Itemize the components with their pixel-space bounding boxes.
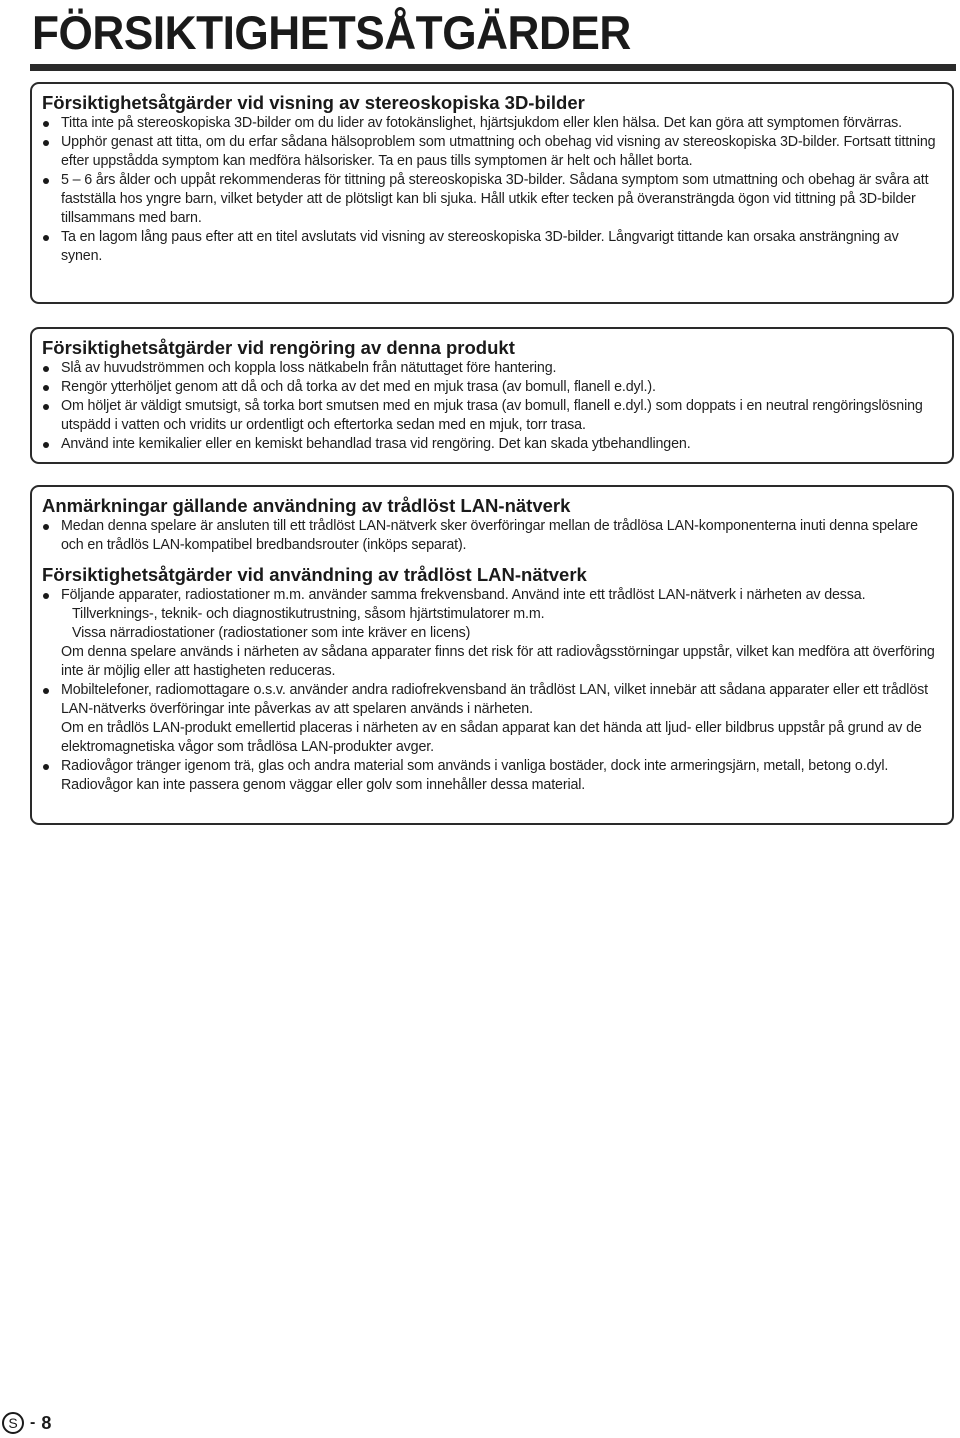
- item-text: Radiovågor tränger igenom trä, glas och andra material som används i vanliga bostäder, dock inte armeringsjärn, metall, betong o.dyl. Radiovågor kan inte passera genom väggar eller golv som innehåller dessa material.: [61, 758, 889, 793]
- item-subline: Vissa närradiostationer (radiostationer som inte kräver en licens): [72, 625, 471, 641]
- bullet-list: [42, 114, 942, 266]
- page-number-value: 8: [41, 1412, 52, 1433]
- section-heading: Anmärkningar gällande användning av trådlöst LAN-nätverk: [42, 495, 571, 516]
- bullet-list: [42, 359, 942, 454]
- bullet-icon: [43, 764, 49, 770]
- title-rule: [30, 64, 956, 71]
- bullet-list: [42, 517, 942, 555]
- list-item: [42, 397, 942, 435]
- list-item: [42, 133, 942, 171]
- list-item: [42, 228, 942, 266]
- section-heading: Försiktighetsåtgärder vid visning av stereoskopiska 3D-bilder: [42, 92, 585, 113]
- item-text: 5 – 6 års ålder och uppåt rekommenderas för tittning på stereoskopiska 3D-bilder. Sådana symptom som utmattning och obehag är svåra att fastställa hos yngre barn, vilket betyder att de plötsligt kan bli sjuka. Håll utkik efter tecken på överansträngda ögon vid tittning på 3D-bilder tillsammans med barn.: [61, 172, 929, 226]
- bullet-icon: [43, 235, 49, 241]
- bullet-icon: [43, 121, 49, 127]
- item-text: Om en trådlös LAN-produkt emellertid placeras i närheten av en sådan apparat kan det hända att ljud- eller bildbrus uppstår på grund av de elektromagnetiska vågor som trådlösa LAN-produkter avger.: [61, 720, 922, 755]
- bullet-list: [42, 586, 942, 795]
- wireless-lan-box: [30, 485, 954, 825]
- item-subline: Tillverknings-, teknik- och diagnostikutrustning, såsom hjärtstimulatorer m.m.: [72, 606, 545, 622]
- list-item: [42, 435, 942, 454]
- list-item: [42, 517, 942, 555]
- list-item: [42, 171, 942, 228]
- list-item: [42, 359, 942, 378]
- item-text: Om höljet är väldigt smutsigt, så torka bort smutsen med en mjuk trasa (av bomull, flanell e.dyl.) som doppats i en neutral rengöringslösning utspädd i vatten och vridits ur ordentligt och eftertorka sedan med en mjuk, torr trasa.: [61, 398, 923, 433]
- bullet-icon: [43, 593, 49, 599]
- section-heading: Försiktighetsåtgärder vid användning av trådlöst LAN-nätverk: [42, 564, 587, 585]
- item-text: Använd inte kemikalier eller en kemiskt behandlad trasa vid rengöring. Det kan skada ytbehandlingen.: [61, 436, 691, 452]
- item-text: Slå av huvudströmmen och koppla loss nätkabeln från nätuttaget före hantering.: [61, 360, 557, 376]
- item-text: Medan denna spelare är ansluten till ett trådlöst LAN-nätverk sker överföringar mellan de trådlösa LAN-komponenterna inuti denna spelare och en trådlös LAN-kompatibel bredbandsrouter (inköps separat).: [61, 518, 918, 553]
- section-heading: Försiktighetsåtgärder vid rengöring av denna produkt: [42, 337, 515, 358]
- bullet-icon: [43, 385, 49, 391]
- precautions-3d-box: [30, 82, 954, 304]
- page-title: FÖRSIKTIGHETSÅTGÄRDER: [32, 6, 631, 59]
- list-item: [42, 757, 942, 795]
- bullet-icon: [43, 404, 49, 410]
- bullet-icon: [43, 178, 49, 184]
- bullet-icon: [43, 140, 49, 146]
- item-text: Mobiltelefoner, radiomottagare o.s.v. använder andra radiofrekvensband än trådlöst LAN, vilket innebär att sådana apparater eller ett trådlöst LAN-nätverks överföringar inte påverkas av att spelaren används i närheten.: [61, 682, 928, 717]
- item-text: Följande apparater, radiostationer m.m. använder samma frekvensband. Använd inte ett trådlöst LAN-nätverk i närheten av dessa.: [61, 587, 866, 603]
- item-text: Upphör genast att titta, om du erfar sådana hälsoproblem som utmattning och obehag vid visning av stereoskopiska 3D-bilder. Fortsatt tittning efter uppstådda symptom kan medföra hälsorisker. Ta en paus tills symptomen är helt och hållet borta.: [61, 134, 936, 169]
- cleaning-precautions-box: [30, 327, 954, 464]
- bullet-icon: [43, 442, 49, 448]
- bullet-icon: [43, 688, 49, 694]
- item-text: Om denna spelare används i närheten av sådana apparater finns det risk för att radiovågsstörningar uppstår, vilket kan medföra att överföring inte är möjlig eller att hastigheten reduceras.: [61, 644, 935, 679]
- list-item: [42, 378, 942, 397]
- bullet-icon: [43, 524, 49, 530]
- list-item: [42, 681, 942, 757]
- item-text: Titta inte på stereoskopiska 3D-bilder om du lider av fotokänslighet, hjärtsjukdom eller klen hälsa. Det kan göra att symptomen förvärras.: [61, 115, 902, 131]
- list-item: [42, 114, 942, 133]
- list-item: [42, 586, 942, 681]
- page-number-separator: -: [30, 1414, 36, 1431]
- bullet-icon: [43, 366, 49, 372]
- language-badge-icon: S: [2, 1412, 24, 1434]
- item-text: Rengör ytterhöljet genom att då och då torka av det med en mjuk trasa (av bomull, flanell e.dyl.).: [61, 379, 656, 395]
- item-text: Ta en lagom lång paus efter att en titel avslutats vid visning av stereoskopiska 3D-bilder. Långvarigt tittande kan orsaka ansträngning av synen.: [61, 229, 899, 264]
- page-number: [2, 1412, 51, 1434]
